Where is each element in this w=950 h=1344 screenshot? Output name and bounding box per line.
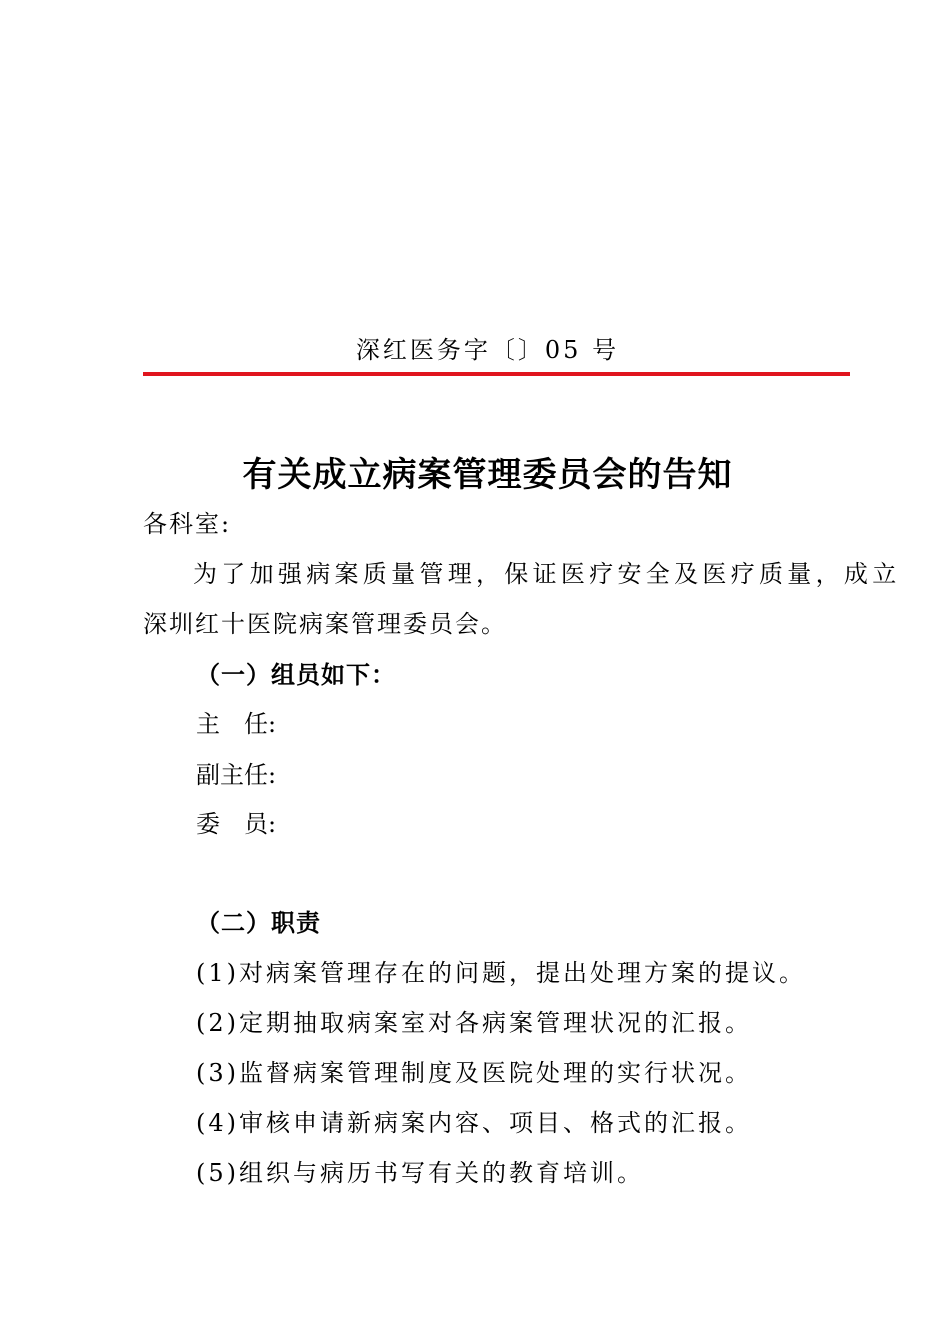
duty-item: (2)定期抽取病案室对各病案管理状况的汇报。 xyxy=(196,1009,752,1037)
document-number: 深红医务字〔〕05 号 xyxy=(355,336,620,364)
salutation: 各科室: xyxy=(143,510,232,538)
duty-item: (5)组织与病历书写有关的教育培训。 xyxy=(196,1159,644,1187)
duty-item: (1)对病案管理存在的问题，提出处理方案的提议。 xyxy=(196,959,806,987)
section-heading-duties: （二）职责 xyxy=(196,909,321,937)
red-header-rule xyxy=(143,372,850,376)
document-title: 有关成立病案管理委员会的告知 xyxy=(242,455,733,495)
duty-item: (3)监督病案管理制度及医院处理的实行状况。 xyxy=(196,1059,752,1087)
role-committee-member: 委 员: xyxy=(196,810,277,838)
role-deputy-director: 副主任: xyxy=(196,761,277,789)
role-director: 主 任: xyxy=(196,710,277,738)
body-paragraph-line-2: 深圳红十医院病案管理委员会。 xyxy=(143,610,507,638)
duty-item: (4)审核申请新病案内容、项目、格式的汇报。 xyxy=(196,1109,752,1137)
section-heading-members: （一）组员如下： xyxy=(196,661,396,689)
body-paragraph-line-1: 为了加强病案质量管理，保证医疗安全及医疗质量，成立 xyxy=(193,560,901,588)
